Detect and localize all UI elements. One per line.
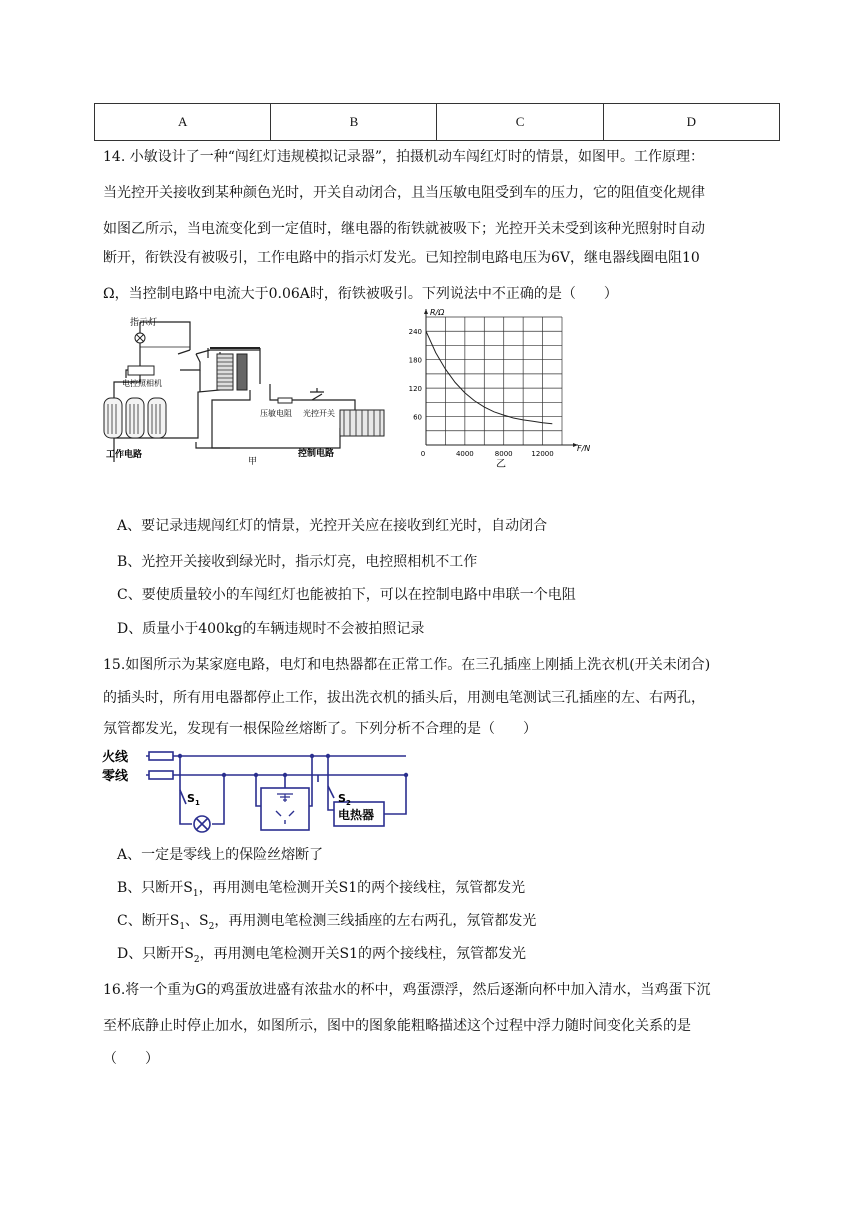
y-tick-label: 240 (408, 328, 422, 337)
q14-line-1: 14. 小敏设计了一种“闯红灯违规模拟记录器”，拍摄机动车闯红灯时的情景，如图甲。工作原理： (103, 149, 705, 165)
q15-line-3: 氖管都发光，发现有一根保险丝熔断了。下列分析不合理的是（ ） (103, 721, 537, 737)
table-cell-a: A (95, 104, 271, 141)
heater-label: 电热器 (338, 808, 375, 822)
answer-option-table (94, 103, 780, 141)
camera-box-icon (128, 366, 154, 375)
chart-y-label: R/Ω (430, 308, 445, 317)
x-tick-label: 0 (420, 450, 426, 458)
q16-line-2: 至杯底静止时停止加水，如图所示，图中的图象能粗略描述这个过程中浮力随时间变化关系的是 (103, 1018, 691, 1034)
household-circuit-figure (100, 746, 412, 836)
control-circuit-label: 控制电路 (298, 449, 335, 459)
table-cell-b: B (271, 104, 437, 141)
resistance-force-chart (400, 305, 600, 480)
q14-line-3: 如图乙所示，当电流变化到一定值时，继电器的衔铁就被吸下；光控开关未受到该种光照射时自动 (103, 221, 705, 237)
live-wire-label: 火线 (102, 750, 129, 765)
q14-option-d: D、质量小于400kg的车辆违规时不会被拍照记录 (117, 621, 425, 637)
q15-option-c-text: C、断开S (117, 913, 180, 929)
q15-option-c-sub2: 2 (208, 921, 215, 932)
y-axis-arrow (424, 309, 428, 314)
q14-line-5: Ω，当控制电路中电流大于0.06A时，衔铁被吸引。下列说法中不正确的是（ ） (103, 286, 618, 302)
q15-option-c-mid: 、S (185, 913, 209, 929)
q14-option-c: C、要使质量较小的车闯红灯也能被拍下，可以在控制电路中串联一个电阻 (117, 587, 576, 603)
q15-line-2: 的插头时，所有用电器都停止工作，拔出洗衣机的插头后，用测电笔测试三孔插座的左、右两孔， (103, 690, 705, 706)
q15-option-b (117, 878, 525, 904)
resistance-curve (426, 331, 552, 424)
x-tick-label: 12000 (531, 450, 554, 458)
light-switch-icon (310, 388, 324, 400)
q15-option-d (117, 944, 526, 970)
relay-core-icon (237, 354, 247, 390)
q15-option-d-text: D、只断开S (117, 946, 194, 962)
figure-yi-label: 乙 (496, 459, 506, 470)
table-cell-c: C (437, 104, 603, 141)
q14-option-a: A、要记录违规闯红灯的情景，光控开关应在接收到红光时，自动闭合 (117, 518, 548, 534)
q14-line-2: 当光控开关接收到某种颜色光时，开关自动闭合，且当压敏电阻受到车的压力，它的阻值变化规律 (103, 185, 705, 201)
lamp-label: 指示灯 (130, 318, 158, 328)
switch-s2-label: $S_2$ (338, 792, 351, 807)
q14-option-b: B、光控开关接收到绿光时，指示灯亮，电控照相机不工作 (117, 554, 478, 570)
q16-line-3: （ ） (103, 1051, 159, 1067)
control-battery-icon (340, 410, 384, 436)
neutral-wire-label: 零线 (102, 769, 129, 784)
q15-line-1: 15.如图所示为某家庭电路，电灯和电热器都在正常工作。在三孔插座上刚插上洗衣机(开关未闭合) (103, 657, 711, 673)
y-tick-label: 60 (413, 413, 422, 422)
q15-option-b-sub: 1 (192, 888, 199, 899)
work-circuit-label: 工作电路 (106, 450, 143, 460)
press-resistor-label: 压敏电阻 (260, 409, 292, 418)
y-tick-label: 180 (408, 356, 422, 365)
figure-jia-label: 甲 (248, 457, 258, 467)
chart-x-label: F/N (577, 444, 591, 453)
q14-line-4: 断开，衔铁没有被吸引，工作电路中的指示灯发光。已知控制电路电压为6V，继电器线圈电阻10 (103, 250, 700, 266)
relay-circuit-figure (100, 312, 400, 470)
q15-option-d-sub: 2 (193, 954, 200, 965)
q15-option-b-rest: ，再用测电笔检测开关S1的两个接线柱，氖管都发光 (198, 880, 526, 896)
q15-option-a (117, 845, 323, 865)
pressure-resistor-icon (278, 398, 292, 403)
camera-label: 电控照相机 (122, 379, 162, 388)
x-tick-label: 4000 (455, 450, 474, 458)
x-tick-label: 8000 (494, 450, 513, 458)
q15-option-c-rest: ，再用测电笔检测三线插座的左右两孔，氖管都发光 (214, 913, 537, 929)
q15-option-d-rest: ，再用测电笔检测开关S1的两个接线柱，氖管都发光 (199, 946, 527, 962)
q15-option-c-sub1: 1 (179, 921, 186, 932)
work-battery-icon (104, 398, 166, 438)
switch-s1-label: $S_1$ (187, 792, 200, 807)
q15-option-c (117, 911, 536, 937)
y-tick-label: 120 (408, 385, 422, 394)
q15-option-a-text: A、一定是零线上的保险丝熔断了 (117, 847, 324, 863)
light-switch-label: 光控开关 (303, 409, 335, 418)
q15-option-b-text: B、只断开S (117, 880, 193, 896)
q16-line-1: 16.将一个重为G的鸡蛋放进盛有浓盐水的杯中，鸡蛋漂浮，然后逐渐向杯中加入清水，当鸡蛋下沉 (103, 982, 711, 998)
table-cell-d: D (603, 104, 779, 141)
relay-coil-icon (217, 354, 233, 390)
